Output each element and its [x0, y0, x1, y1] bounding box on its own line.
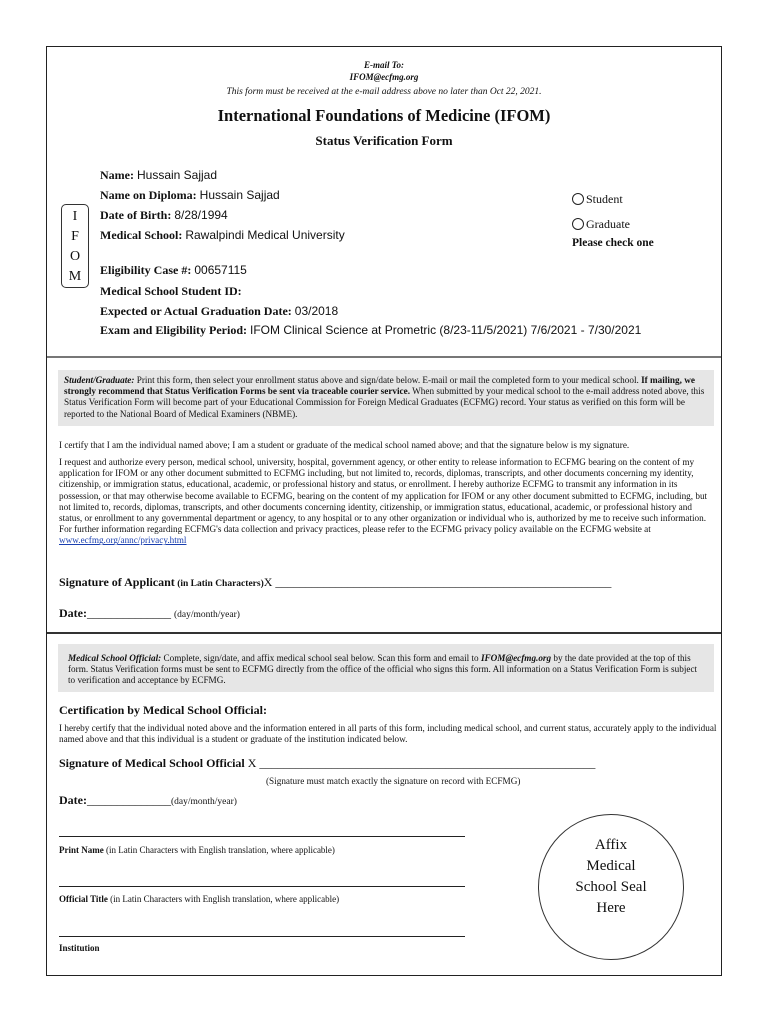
exam-value: IFOM Clinical Science at Prometric (8/23-11/5/2021) 7/6/2021 - 7/30/2021: [250, 323, 642, 337]
print-name-line[interactable]: [59, 836, 465, 837]
divider: [47, 356, 721, 358]
form-title: International Foundations of Medicine (IFOM): [217, 106, 551, 125]
case-row: Eligibility Case #: 00657115: [100, 263, 247, 277]
ifom-logo: I F O M: [61, 204, 89, 288]
email-address: IFOM@ecfmg.org: [349, 72, 419, 82]
dob-row: Date of Birth: 8/28/1994: [100, 208, 228, 222]
certification-title: Certification by Medical School Official:: [59, 703, 267, 717]
official-title-line[interactable]: [59, 886, 465, 887]
name-value: Hussain Sajjad: [136, 168, 218, 182]
official-signature-row: Signature of Medical School Official X ________________________________________________________: [59, 756, 596, 770]
graduate-option[interactable]: Graduate: [572, 217, 630, 232]
divider-2: [47, 632, 721, 634]
official-date-row: Date:______________(day/month/year): [59, 793, 237, 807]
applicant-date-line[interactable]: ______________: [86, 606, 171, 620]
applicant-signature-line[interactable]: X ________________________________________________________: [263, 575, 612, 589]
deadline-note: This form must be received at the e-mail address above no later than Oct 22, 2021.: [226, 87, 542, 97]
dob-value: 8/28/1994: [174, 208, 228, 222]
seal-placeholder: Affix Medical School Seal Here: [538, 814, 684, 960]
institution-label: Institution: [59, 943, 100, 953]
school-row: Medical School: Rawalpindi Medical University: [100, 228, 345, 242]
grad-value: 03/2018: [294, 304, 339, 318]
email-to-label: E-mail To:: [364, 60, 404, 70]
diploma-row: Name on Diploma: Hussain Sajjad: [100, 188, 280, 202]
official-date-line[interactable]: ______________: [86, 793, 171, 807]
grad-row: Expected or Actual Graduation Date: 03/2018: [100, 304, 339, 318]
authorize-statement: I request and authorize every person, medical school, university, hospital, government agency, or other entity to release information to ECFMG bearing on the content of my application for IFOM or any other document submitted to ECFMG including, but not limited to, records, diplomas, transcripts, and other documents concerning my identity, citizenship, or immigration status, educational, academic, or professional history and status, or enrollment. I hereby authorize ECFMG to transmit any information in its possession, or that may otherwise become available to ECFMG, bearing on the content of my application for IFOM or any other document submitted to ECFMG, including, but not limited to, records, diplomas, transcripts, and other documents concerning identity, citizenship, or immigration status, educational, academic, or professional history and status, or enrollment to any governmental department or agency, to any hospital or to any other organization or individual who is, authorized by me to receive such information. For further information regarding ECFMG's data collection and privacy practices, please refer to the ECFMG privacy policy available on the ECFMG website at www.ecfmg.org/annc/privacy.html: [59, 457, 708, 546]
exam-row: Exam and Eligibility Period: IFOM Clinical Science at Prometric (8/23-11/5/2021) 7/6/2021 - 7/30/2021: [100, 323, 642, 337]
graduate-radio[interactable]: [572, 218, 584, 230]
certification-text: I hereby certify that the individual noted above and the information entered in all parts of this form, including medical school, and current status, accurately apply to the individual named above and that this individual is a student or graduate of the institution indicated below.: [59, 723, 717, 745]
school-value: Rawalpindi Medical University: [185, 228, 345, 242]
check-one-note: Please check one: [572, 237, 654, 249]
official-signature-line[interactable]: X ________________________________________________________: [247, 756, 596, 770]
signature-note: (Signature must match exactly the signature on record with ECFMG): [266, 776, 521, 786]
certify-statement: I certify that I am the individual named above; I am a student or graduate of the medical school named above; and that the signature below is my signature.: [59, 440, 630, 450]
case-value: 00657115: [194, 263, 247, 277]
student-option[interactable]: Student: [572, 192, 623, 207]
applicant-instructions: Student/Graduate: Print this form, then select your enrollment status above and sign/date below. E-mail or mail the completed form to your medical school. If mailing, we strongly recommend that Status Verification Forms be sent via traceable courier service. When submitted by your medical school to the e-mail address noted above, this Status Verification Form will become part of your Educational Commission for Foreign Medical Graduates (ECFMG) record. Your status as verified on this form will be reported to the National Board of Medical Examiners (NBME).: [58, 370, 714, 426]
form-subtitle: Status Verification Form: [315, 133, 453, 148]
privacy-link[interactable]: www.ecfmg.org/annc/privacy.html: [59, 535, 187, 546]
student-radio[interactable]: [572, 193, 584, 205]
institution-line[interactable]: [59, 936, 465, 937]
applicant-signature-row: Signature of Applicant (in Latin Characters)X ________________________________________________________: [59, 575, 612, 589]
applicant-date-row: Date:______________ (day/month/year): [59, 606, 240, 620]
official-instructions: Medical School Official: Complete, sign/date, and affix medical school seal below. Scan this form and email to IFOM@ecfmg.org by the date provided at the top of this form. Status Verification forms must be sent to ECFMG directly from the office of the official who signs this form. All information on a Status Verification Form is subject to verification and acceptance by ECFMG.: [58, 644, 714, 692]
student-id-row: Medical School Student ID:: [100, 284, 242, 298]
name-row: Name: Hussain Sajjad: [100, 168, 218, 182]
official-title-label: Official Title (in Latin Characters with English translation, where applicable): [59, 894, 340, 904]
print-name-label: Print Name (in Latin Characters with English translation, where applicable): [59, 845, 335, 855]
diploma-value: Hussain Sajjad: [199, 188, 280, 202]
